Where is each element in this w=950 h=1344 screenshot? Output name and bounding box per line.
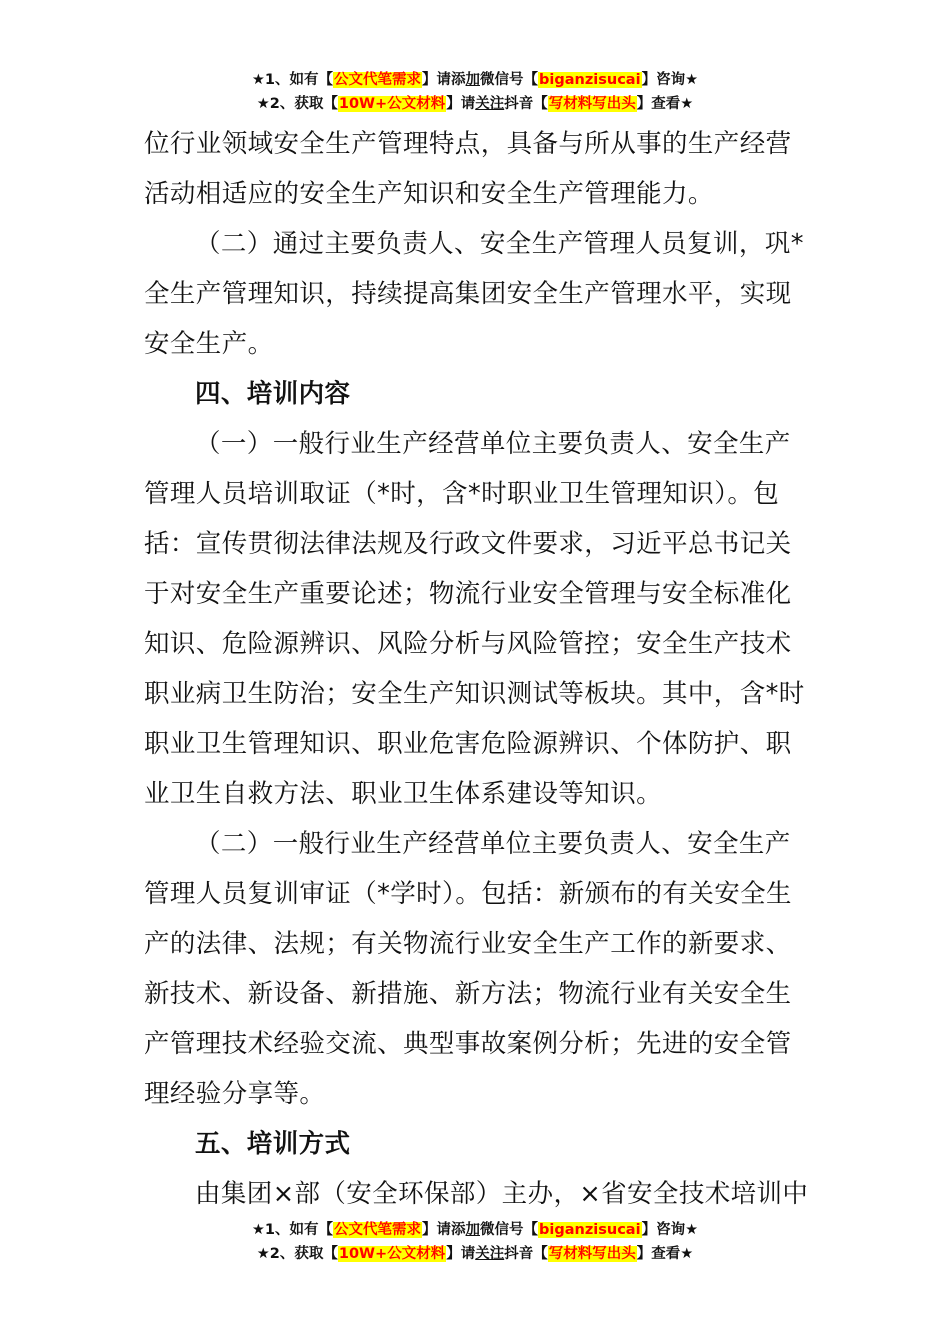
paragraph-line: 活动相适应的安全生产知识和安全生产管理能力。 xyxy=(144,179,714,209)
top-banner-line-1 xyxy=(0,68,950,92)
paragraph-line: 职业病卫生防治；安全生产知识测试等板块。其中，含*时 xyxy=(144,679,805,709)
paragraph-line: 安全生产。 xyxy=(144,329,274,359)
banner-text: 】咨询★ xyxy=(641,72,699,88)
paragraph-line: 由集团×部（安全环保部）主办，×省安全技术培训中 xyxy=(195,1179,809,1209)
paragraph-line: 产的法律、法规；有关物流行业安全生产工作的新要求、 xyxy=(144,929,792,959)
paragraph-line: 管理人员培训取证（*时，含*时职业卫生管理知识）。包 xyxy=(144,479,780,509)
bottom-banner xyxy=(0,1218,950,1266)
banner-highlight: 写材料写出头 xyxy=(548,1246,636,1262)
paragraph-line: 知识、危险源辨识、风险分析与风险管控；安全生产技术 xyxy=(144,629,792,659)
paragraph-line: 新技术、新设备、新措施、新方法；物流行业有关安全生 xyxy=(144,979,792,1009)
banner-highlight: 10W+公文材料 xyxy=(338,96,446,112)
banner-underlined-text: 关注 xyxy=(475,1246,505,1262)
section-heading: 四、培训内容 xyxy=(195,379,351,409)
banner-text: 】请添 xyxy=(422,72,466,88)
banner-text: 微信号【 xyxy=(480,72,539,88)
banner-text: ★2、获取【 xyxy=(256,1246,338,1262)
banner-underlined-text: 关注 xyxy=(475,96,505,112)
bottom-banner-line-2 xyxy=(0,1242,950,1266)
paragraph-line: （二）通过主要负责人、安全生产管理人员复训，巩* xyxy=(195,229,804,259)
paragraph-line: 业卫生自救方法、职业卫生体系建设等知识。 xyxy=(144,779,663,809)
banner-text: ★2、获取【 xyxy=(256,96,338,112)
banner-text: 】查看★ xyxy=(636,1246,694,1262)
paragraph-line: 产管理技术经验交流、典型事故案例分析；先进的安全管 xyxy=(144,1029,792,1059)
paragraph-line: 于对安全生产重要论述；物流行业安全管理与安全标准化 xyxy=(144,579,792,609)
banner-highlight: 公文代笔需求 xyxy=(334,72,422,88)
banner-text: 】咨询★ xyxy=(641,1222,699,1238)
banner-text: ★1、如有【 xyxy=(251,72,334,88)
document-body xyxy=(144,119,808,1219)
banner-text: ★1、如有【 xyxy=(251,1222,334,1238)
section-heading: 五、培训方式 xyxy=(195,1129,351,1159)
banner-highlight: 公文代笔需求 xyxy=(334,1222,422,1238)
banner-highlight: 10W+公文材料 xyxy=(338,1246,446,1262)
top-banner xyxy=(0,68,950,116)
banner-highlight: biganzisucai xyxy=(539,72,641,88)
bottom-banner-line-1 xyxy=(0,1218,950,1242)
banner-text: 】请 xyxy=(446,96,476,112)
paragraph-line: 括：宣传贯彻法律法规及行政文件要求，习近平总书记关 xyxy=(144,529,792,559)
paragraph-line: （二）一般行业生产经营单位主要负责人、安全生产 xyxy=(195,829,791,859)
banner-text: 】查看★ xyxy=(636,96,694,112)
paragraph-line: 职业卫生管理知识、职业危害危险源辨识、个体防护、职 xyxy=(144,729,792,759)
banner-text: 抖音【 xyxy=(504,1246,548,1262)
paragraph-line: 理经验分享等。 xyxy=(144,1079,326,1109)
top-banner-line-2 xyxy=(0,92,950,116)
banner-underlined-text: 加 xyxy=(465,72,481,88)
paragraph-line: 管理人员复训审证（*学时）。包括：新颁布的有关安全生 xyxy=(144,879,792,909)
paragraph-line: 全生产管理知识，持续提高集团安全生产管理水平，实现 xyxy=(144,279,792,309)
banner-text: 抖音【 xyxy=(504,96,548,112)
banner-underlined-text: 加 xyxy=(465,1222,481,1238)
paragraph-line: （一）一般行业生产经营单位主要负责人、安全生产 xyxy=(195,429,791,459)
banner-text: 】请 xyxy=(446,1246,476,1262)
banner-highlight: 写材料写出头 xyxy=(548,96,636,112)
paragraph-line: 位行业领域安全生产管理特点，具备与所从事的生产经营 xyxy=(144,129,792,159)
banner-text: 】请添 xyxy=(422,1222,466,1238)
banner-highlight: biganzisucai xyxy=(539,1222,641,1238)
banner-text: 微信号【 xyxy=(480,1222,539,1238)
